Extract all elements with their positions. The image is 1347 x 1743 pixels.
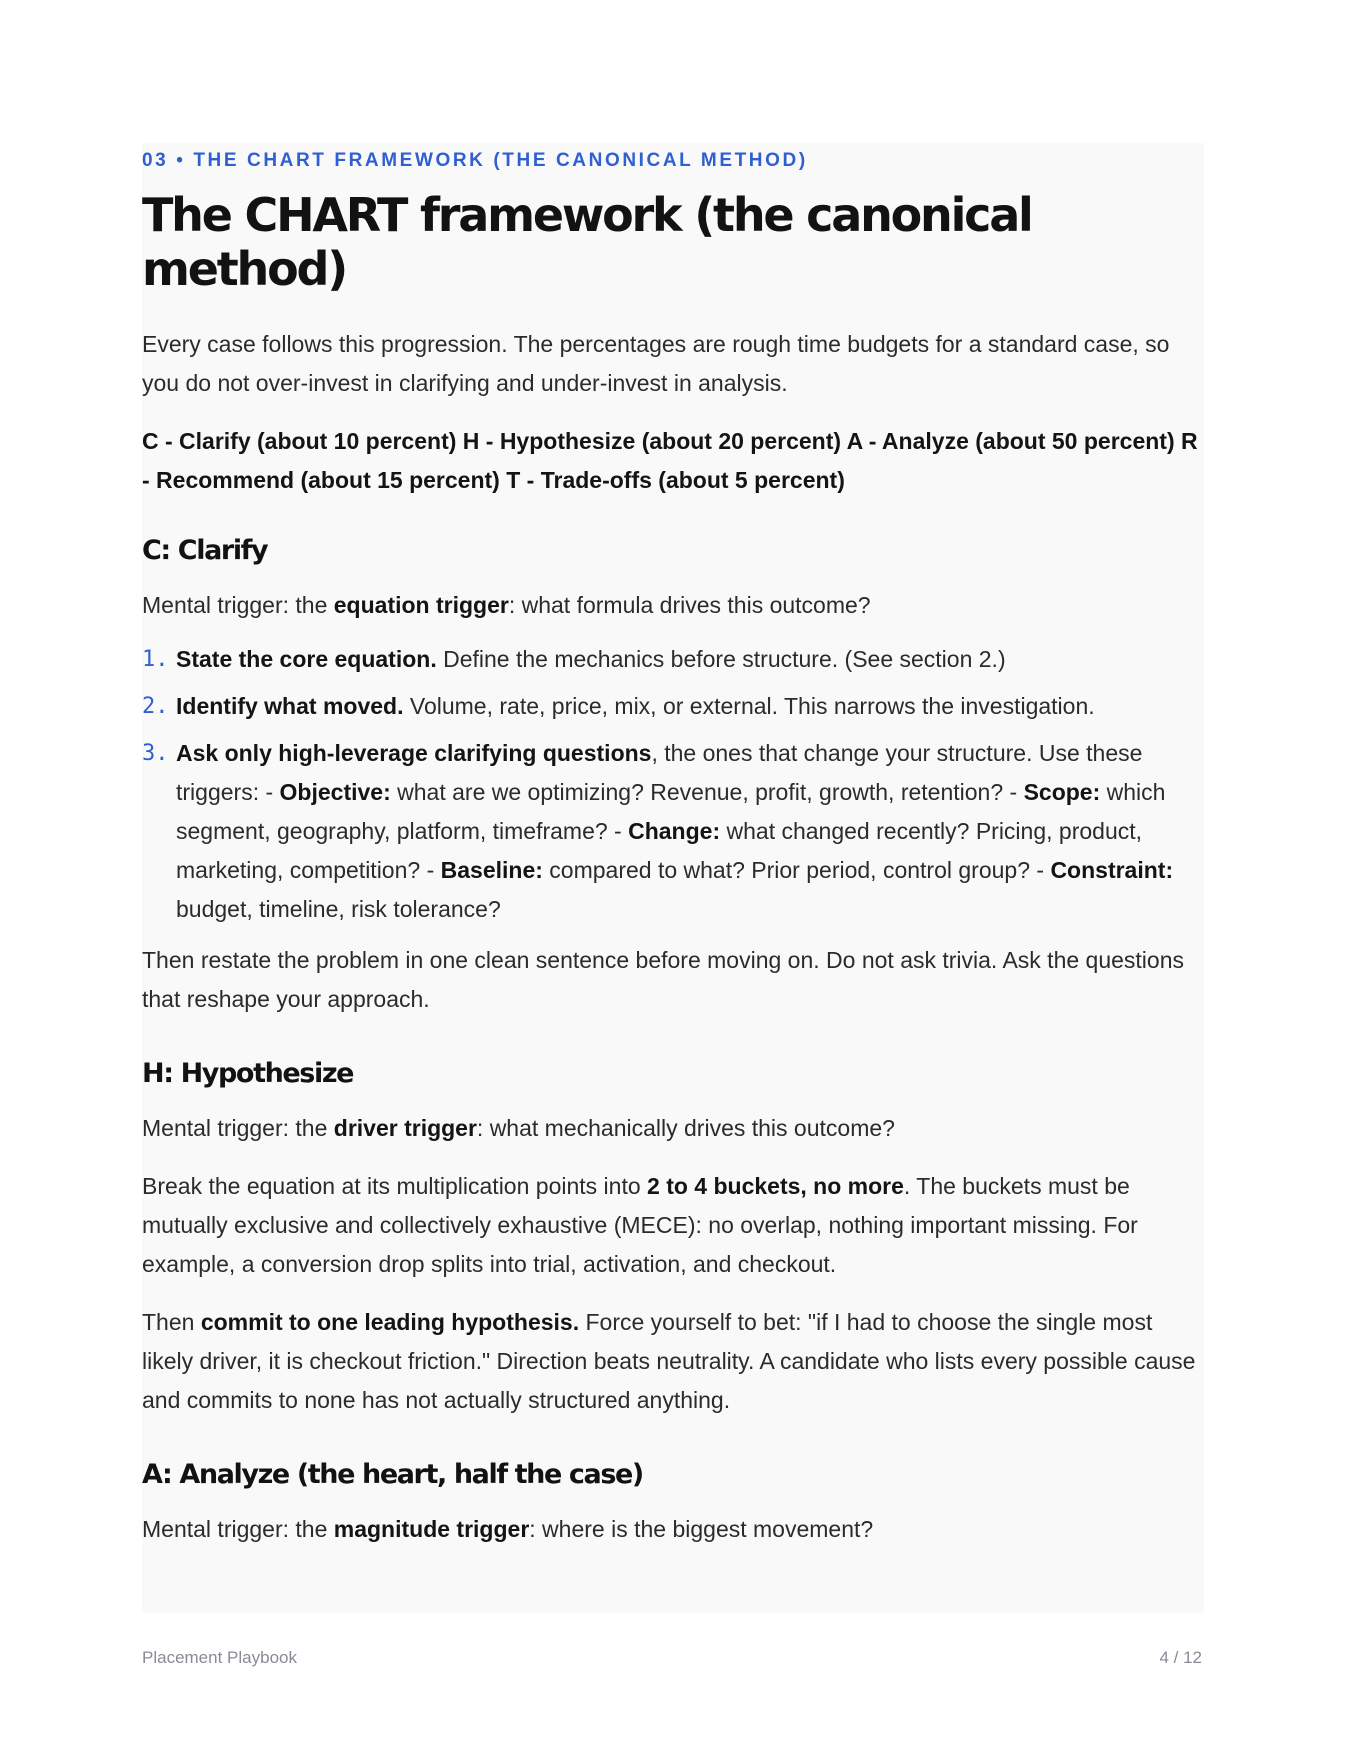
list-item: 3. Ask only high-leverage clarifying questions, the ones that change your structure. Use these triggers: - Objective: what are we optimizing? Revenue, profit, growth, retention? - Scope: which segment, geography, platform, timeframe? - Change: what changed recently? Pricing, product, marketing, competition? - Baseline: compared to what? Prior period, control group? - Constraint: budget, timeline, risk tolerance? — [142, 734, 1204, 929]
chart-summary: C - Clarify (about 10 percent) H - Hypothesize (about 20 percent) A - Analyze (about 50 percent) R - Recommend (about 15 percent) T - Trade-offs (about 5 percent) — [142, 428, 1198, 493]
hypothesize-paragraph-1: Break the equation at its multiplication points into 2 to 4 buckets, no more. The buckets must be mutually exclusive and collectively exhaustive (MECE): no overlap, nothing important missing. For example, a conversion drop splits into trial, activation, and checkout. — [142, 1173, 1138, 1277]
list-number: 1. — [142, 647, 169, 672]
page-title: The CHART framework (the canonical method) — [142, 188, 1032, 296]
footer-page-number: 4 / 12 — [1159, 1648, 1202, 1667]
section-eyebrow: 03 • THE CHART FRAMEWORK (THE CANONICAL METHOD) — [142, 150, 808, 171]
heading-analyze: A: Analyze (the heart, half the case) — [142, 1459, 643, 1490]
list-item: 1. State the core equation. Define the mechanics before structure. (See section 2.) — [142, 640, 1204, 679]
heading-clarify: C: Clarify — [142, 535, 268, 566]
hypothesize-trigger: Mental trigger: the driver trigger: what mechanically drives this outcome? — [142, 1115, 895, 1141]
list-number: 2. — [142, 694, 169, 719]
analyze-trigger: Mental trigger: the magnitude trigger: where is the biggest movement? — [142, 1516, 874, 1542]
hypothesize-paragraph-2: Then commit to one leading hypothesis. Force yourself to bet: "if I had to choose the single most likely driver, it is checkout friction." Direction beats neutrality. A candidate who lists every possible cause and commits to none has not actually structured anything. — [142, 1309, 1196, 1413]
clarify-steps-list — [142, 640, 1204, 929]
clarify-closing-paragraph: Then restate the problem in one clean sentence before moving on. Do not ask trivia. Ask the questions that reshape your approach. — [142, 947, 1184, 1012]
intro-paragraph: Every case follows this progression. The percentages are rough time budgets for a standard case, so you do not over-invest in clarifying and under-invest in analysis. — [142, 331, 1170, 396]
clarify-trigger: Mental trigger: the equation trigger: what formula drives this outcome? — [142, 592, 871, 618]
list-number: 3. — [142, 741, 169, 766]
heading-hypothesize: H: Hypothesize — [142, 1058, 354, 1089]
list-item: 2. Identify what moved. Volume, rate, price, mix, or external. This narrows the investigation. — [142, 687, 1204, 726]
footer-doc-title: Placement Playbook — [142, 1648, 297, 1667]
page-content — [142, 145, 1204, 1549]
